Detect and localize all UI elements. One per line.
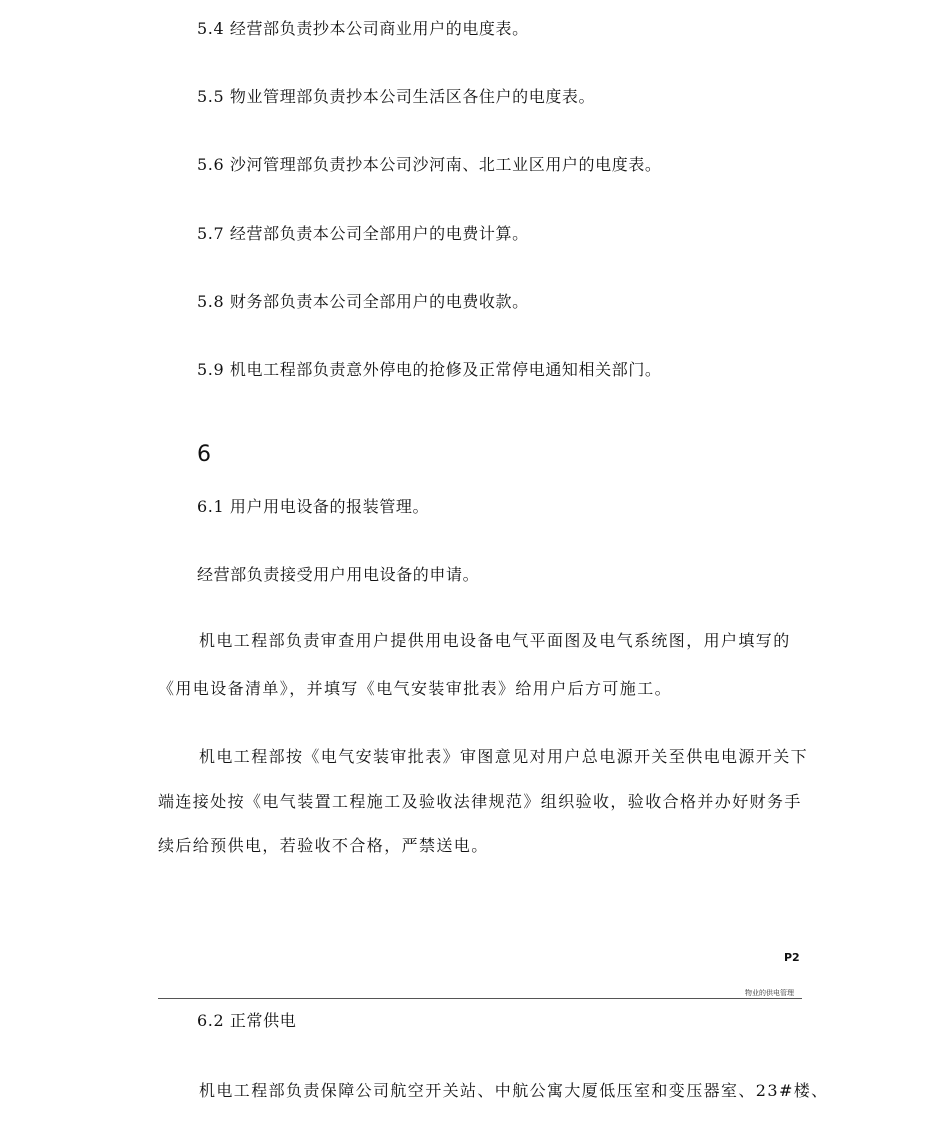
paragraph-acceptance-line-1: 机电工程部按《电气安装审批表》审图意见对用户总电源开关至供电电源开关下 (199, 747, 809, 766)
item-5-9: 5.9 机电工程部负责意外停电的抢修及正常停电通知相关部门。 (197, 360, 662, 379)
item-5-4: 5.4 经营部负责抄本公司商业用户的电度表。 (197, 19, 529, 38)
subsection-6-1-heading: 6.1 用户用电设备的报装管理。 (197, 497, 430, 516)
paragraph-acceptance-line-2: 端连接处按《电气装置工程施工及验收法律规范》组织验收，验收合格并办好财务手 (158, 792, 802, 811)
item-5-5: 5.5 物业管理部负责抄本公司生活区各住户的电度表。 (197, 87, 596, 106)
page-number: P2 (784, 951, 800, 964)
section-number-6: 6 (197, 442, 211, 467)
running-header-title: 物业的供电管理 (745, 989, 794, 997)
paragraph-review-line-1: 机电工程部负责审查用户提供用电设备电气平面图及电气系统图，用户填写的 (199, 631, 791, 650)
paragraph-acceptance-line-3: 续后给预供电，若验收不合格，严禁送电。 (158, 836, 489, 855)
paragraph-review-line-2: 《用电设备清单》，并填写《电气安装审批表》给用户后方可施工。 (158, 679, 673, 698)
paragraph-supply-line-1: 机电工程部负责保障公司航空开关站、中航公寓大厦低压室和变压器室、23#楼、 (199, 1081, 829, 1100)
paragraph-application: 经营部负责接受用户用电设备的申请。 (197, 565, 480, 584)
item-5-8: 5.8 财务部负责本公司全部用户的电费收款。 (197, 292, 529, 311)
item-5-6: 5.6 沙河管理部负责抄本公司沙河南、北工业区用户的电度表。 (197, 155, 662, 174)
item-5-7: 5.7 经营部负责本公司全部用户的电费计算。 (197, 224, 529, 243)
subsection-6-2-heading: 6.2 正常供电 (197, 1011, 297, 1030)
page-divider-rule (158, 998, 802, 999)
